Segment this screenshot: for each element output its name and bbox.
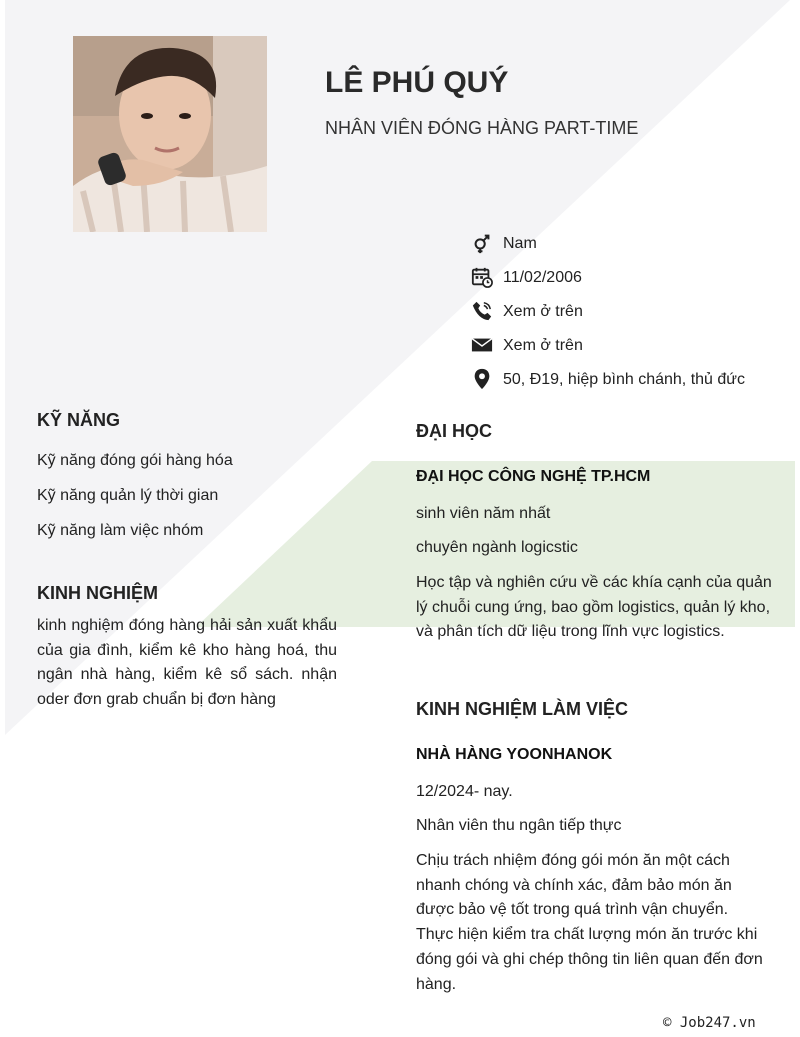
mail-icon [471, 334, 493, 356]
education-school: ĐẠI HỌC CÔNG NGHỆ TP.HCM [416, 468, 651, 485]
work-position: Nhân viên thu ngân tiếp thực [416, 817, 622, 834]
contact-birthday [471, 266, 751, 290]
contact-gender [471, 232, 751, 256]
skills-heading: KỸ NĂNG [37, 410, 121, 430]
phone-icon [471, 300, 493, 322]
experience-summary-heading: KINH NGHIỆM [37, 583, 158, 603]
education-heading: ĐẠI HỌC [416, 421, 492, 441]
work-heading: KINH NGHIỆM LÀM VIỆC [416, 699, 629, 719]
education-description: Học tập và nghiên cứu về các khía cạnh của quản lý chuỗi cung ứng, bao gồm logistics, quản lý kho, và phân tích dữ liệu trong lĩnh vực logistics. [416, 574, 772, 641]
footer-credit: © Job247.vn [663, 1015, 756, 1031]
calendar-icon [471, 266, 493, 288]
work-company: NHÀ HÀNG YOONHANOK [416, 746, 613, 763]
location-pin-icon [471, 368, 493, 390]
contact-info [471, 232, 751, 402]
contact-gender-value: Nam [503, 235, 537, 252]
contact-address-value: 50, Đ19, hiệp bình chánh, thủ đức [503, 371, 745, 388]
skill-item: Kỹ năng đóng gói hàng hóa [37, 452, 233, 469]
skill-item: Kỹ năng quản lý thời gian [37, 487, 219, 504]
education-status: sinh viên năm nhất [416, 505, 551, 522]
candidate-name: LÊ PHÚ QUÝ [325, 66, 509, 99]
skill-item: Kỹ năng làm việc nhóm [37, 522, 204, 539]
job-title: NHÂN VIÊN ĐÓNG HÀNG PART-TIME [325, 118, 639, 138]
profile-photo [73, 36, 267, 232]
work-period: 12/2024- nay. [416, 783, 513, 800]
contact-email-value: Xem ở trên [503, 337, 583, 354]
contact-phone [471, 300, 751, 324]
education-major: chuyên ngành logicstic [416, 539, 578, 556]
contact-email [471, 334, 751, 358]
gender-icon [471, 232, 493, 254]
contact-phone-value: Xem ở trên [503, 303, 583, 320]
contact-birthday-value: 11/02/2006 [503, 269, 582, 286]
experience-summary-text: kinh nghiệm đóng hàng hải sản xuất khẩu của gia đình, kiểm kê kho hàng hoá, thu ngân nhà hàng, kiểm kê sổ sách. nhận oder đơn grab chuẩn bị đơn hàng [37, 617, 337, 709]
contact-address [471, 368, 751, 392]
work-description: Chịu trách nhiệm đóng gói món ăn một cách nhanh chóng và chính xác, đảm bảo món ăn được bảo vệ tốt trong quá trình vận chuyển. Thực hiện kiểm tra chất lượng món ăn trước khi đóng gói và ghi chép thông tin liên quan đến đơn hàng. [416, 852, 763, 993]
avatar-illustration [73, 36, 267, 232]
